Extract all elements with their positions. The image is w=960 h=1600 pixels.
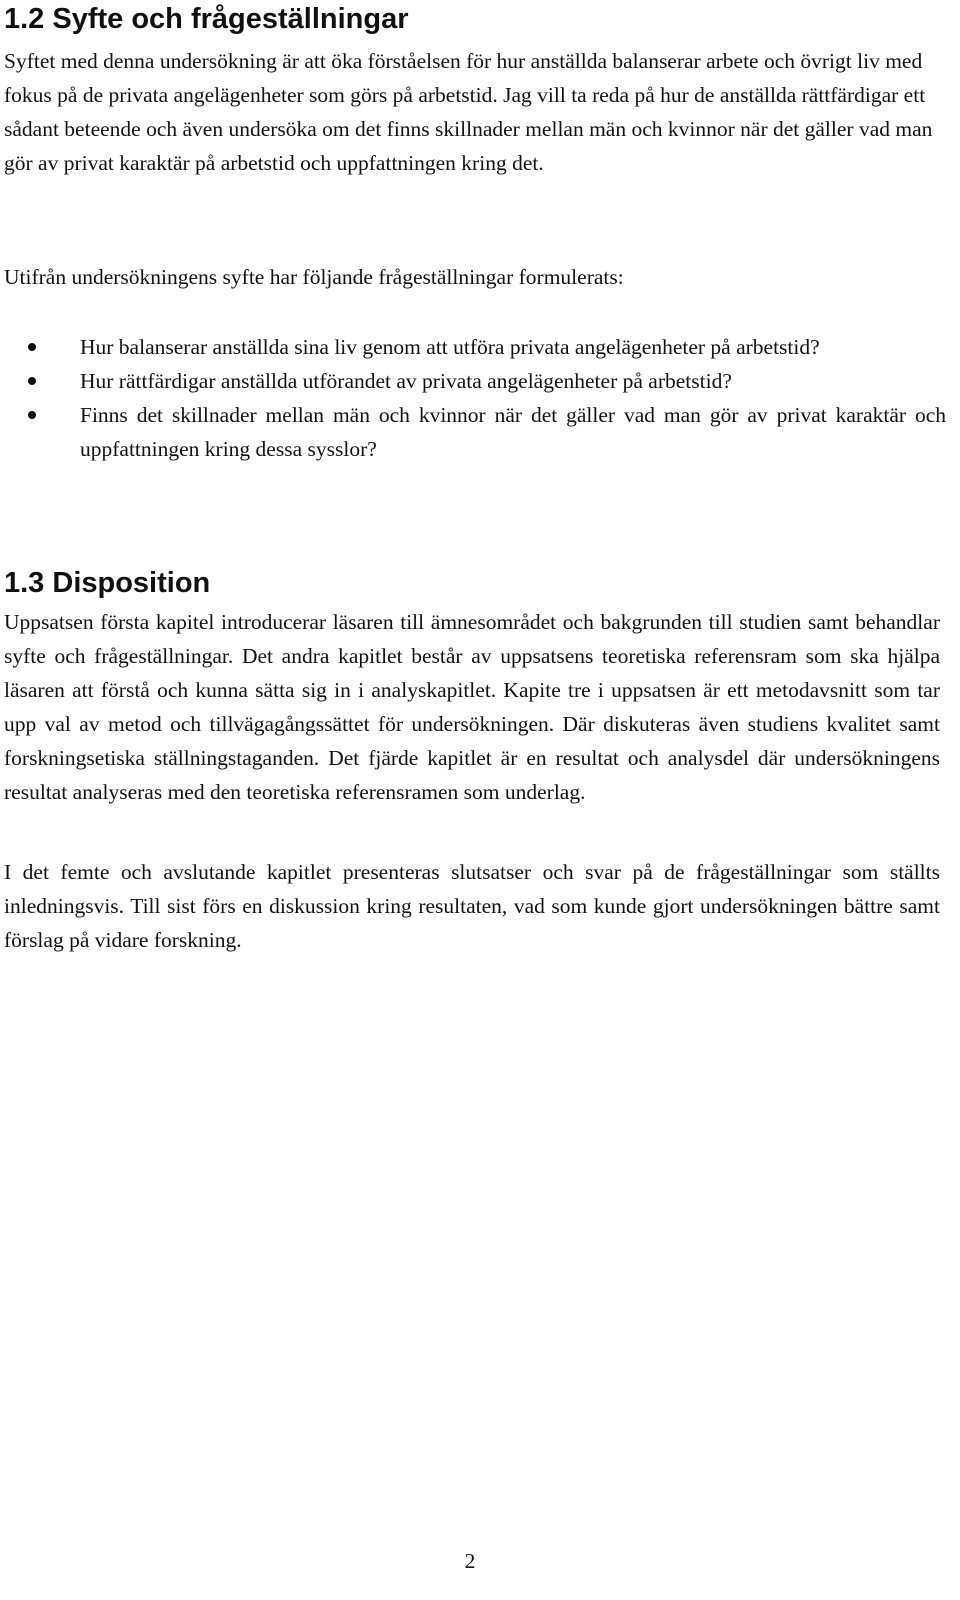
bullet-icon (28, 377, 36, 385)
disposition-paragraph-conclusion: I det femte och avslutande kapitlet presenteras slutsatser och svar på de frågeställningar som ställts inledningsvis. Till sist förs en diskussion kring resultaten, vad som kunde gjort undersökningen bättre samt förslag på vidare forskning. (4, 860, 940, 952)
bullet-icon (28, 343, 36, 351)
bullet-icon (28, 411, 36, 419)
question-text: Hur rättfärdigar anställda utförandet av privata angelägenheter på arbetstid? (80, 369, 732, 393)
syfte-paragraph: Syftet med denna undersökning är att öka förståelsen för hur anställda balanserar arbete och övrigt liv med fokus på de privata angelägenheter som görs på arbetstid. Jag vill ta reda på hur de anställda rättfärdigar ett sådant beteende och även undersöka om det finns skillnader mellan män och kvinnor när det gäller vad man gör av privat karaktär på arbetstid och uppfattningen kring det. (4, 49, 933, 175)
list-item (4, 364, 946, 398)
list-item (4, 398, 946, 466)
page-number: 2 (464, 1549, 476, 1573)
list-item (4, 330, 946, 364)
disposition-paragraph: Uppsatsen första kapitel introducerar läsaren till ämnesområdet och bakgrunden till studien samt behandlar syfte och frågeställningar. Det andra kapitlet består av uppsatsens teoretiska referensram som ska hjälpa läsaren att förstå och kunna sätta sig in i analyskapitlet. Kapite tre i uppsatsen är ett metodavsnitt som tar upp val av metod och tillvägagångssättet för undersökningen. Där diskuteras även studiens kvalitet samt forskningsetiska ställningstaganden. Det fjärde kapitlet är en resultat och analysdel där undersökningens resultat analyseras med den teoretiska referensramen som underlag. (4, 610, 940, 804)
question-text: Hur balanserar anställda sina liv genom att utföra privata angelägenheter på arbetstid? (80, 335, 820, 359)
questions-list (4, 330, 946, 466)
question-text: Finns det skillnader mellan män och kvinnor när det gäller vad man gör av privat karaktär och uppfattningen kring dessa sysslor? (80, 403, 946, 461)
questions-intro: Utifrån undersökningens syfte har följande frågeställningar formulerats: (4, 265, 624, 289)
section-heading-disposition: 1.3 Disposition (4, 567, 211, 599)
section-heading-syfte: 1.2 Syfte och frågeställningar (4, 3, 409, 35)
